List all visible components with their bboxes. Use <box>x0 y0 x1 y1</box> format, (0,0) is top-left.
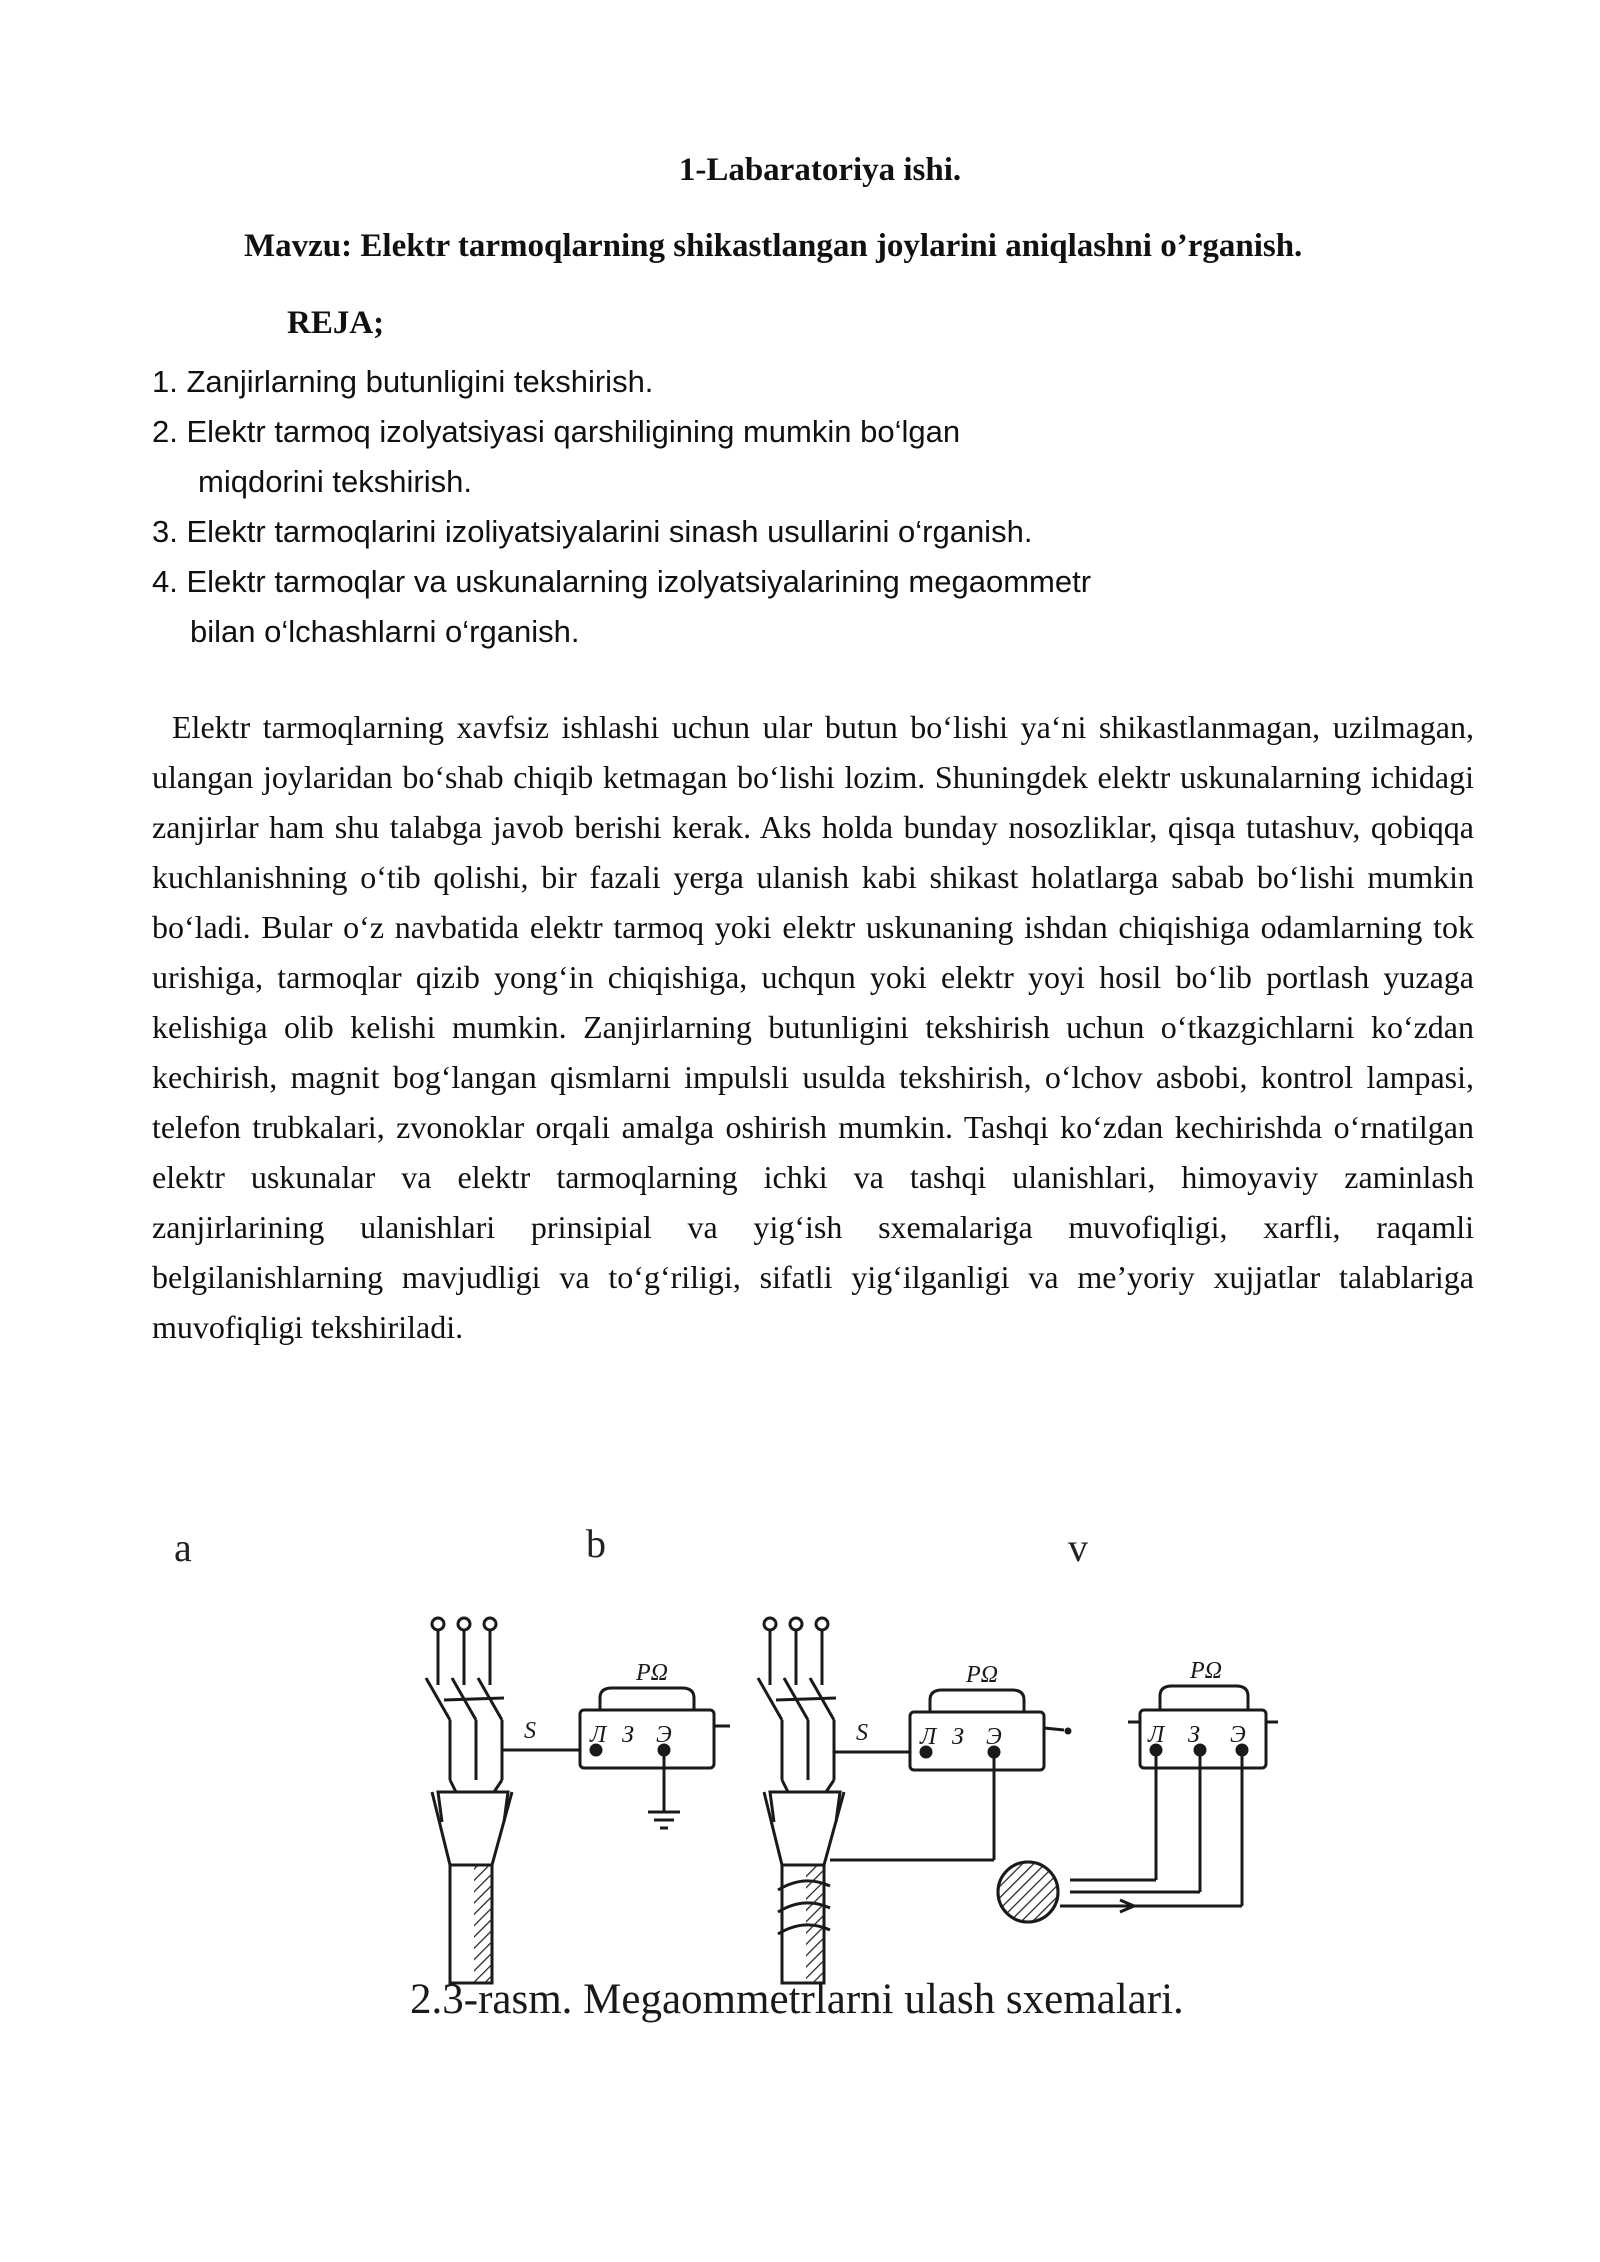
meter-label-a: PΩ <box>636 1660 669 1686</box>
terminal-l-b: Л <box>920 1724 937 1750</box>
page-title: 1-Labaratoriya ishi. <box>678 152 962 188</box>
plan-item-1: 1. Zanjirlarning butunligini tekshirish. <box>152 364 654 399</box>
plan-item-4: 4. Elektr tarmoqlar va uskunalarning izolyatsiyalarining megaommetr <box>152 564 1092 599</box>
body-paragraph: Elektr tarmoqlarning xavfsiz ishlashi uchun ular butun bo‘lishi ya‘ni shikastlanmagan, uzilmagan, ulangan joylaridan bo‘shab chiqib ketmagan bo‘lishi lozim. Shuningdek elektr uskunalarning ichidagi zanjirlar ham shu talabga javob berishi kerak. Aks holda bunday nosozliklar, qisqa tutashuv, qobiqqa kuchlanishning o‘tib qolishi, bir fazali yerga ulanish kabi shikast holatlarga sabab bo‘lishi mumkin bo‘ladi. Bular o‘z navbatida elektr tarmoq yoki elektr uskunaning ishdan chiqishiga odamlarning tok urishiga, tarmoqlar qizib yong‘in chiqishiga, uchqun yoki elektr yoyi hosil bo‘lib portlash yuzaga kelishiga olib kelishi mumkin. Zanjirlarning butunligini tekshirish uchun o‘tkazgichlarni ko‘zdan kechirish, magnit bog‘langan qismlarni impulsli usulda tekshirish, o‘lchov asbobi, kontrol lampasi, telefon trubkalari, zvonoklar orqali amalga oshirish mumkin. Tashqi ko‘zdan kechirishda o‘rnatilgan elektr uskunalar va elektr tarmoqlarning ichki va tashqi ulanishlari, himoyaviy zaminlash zanjirlarining ulanishlari prinsipial va yig‘ish sxemalariga muvofiqligi, xarfli, raqamli belgilanishlarning mavjudligi va to‘g‘riligi, sifatli yig‘ilganligi va me’yoriy xujjatlar talablariga muvofiqligi tekshiriladi. <box>152 709 1474 1345</box>
plan-item-2-continuation: miqdorini tekshirish. <box>198 464 472 499</box>
lab-subject: Mavzu: Elektr tarmoqlarning shikastlangan joylarini aniqlashni o’rganish. <box>244 228 1303 264</box>
figure-caption: 2.3-rasm. Megaommetrlarni ulash sxemalari. <box>410 1976 1184 2023</box>
plan-item-4-continuation: bilan o‘lchashlarni o‘rganish. <box>190 614 580 649</box>
body-text <box>152 702 1474 1352</box>
wiring-diagrams <box>160 1560 1320 2010</box>
diagram-b <box>758 1618 1070 1983</box>
terminal-e-v: Э <box>1230 1722 1246 1748</box>
meter-label-v: PΩ <box>1190 1658 1223 1684</box>
plan-item-2: 2. Elektr tarmoq izolyatsiyasi qarshiligining mumkin bo‘lgan <box>152 414 961 449</box>
figure-label-v: v <box>1068 1525 1088 1570</box>
figure-label-a: a <box>174 1525 192 1570</box>
terminal-l-v: Л <box>1148 1722 1165 1748</box>
switch-label-b: S <box>856 1720 868 1746</box>
meter-label-b: PΩ <box>966 1662 999 1688</box>
terminal-z-v: З <box>1188 1722 1200 1748</box>
plan-item-3: 3. Elektr tarmoqlarini izoliyatsiyalarini sinash usullarini o‘rganish. <box>152 514 1033 549</box>
terminal-e-a: Э <box>656 1722 672 1748</box>
switch-label-a: S <box>524 1718 536 1744</box>
terminal-e-b: Э <box>986 1724 1002 1750</box>
diagram-a <box>426 1618 730 1983</box>
plan-list <box>152 357 1452 657</box>
figure-label-b: b <box>586 1521 606 1566</box>
wiring-figure <box>160 1520 1320 2050</box>
terminal-l-a: Л <box>590 1722 607 1748</box>
terminal-z-a: З <box>622 1722 634 1748</box>
terminal-z-b: З <box>952 1724 964 1750</box>
plan-heading: REJA; <box>287 305 385 341</box>
